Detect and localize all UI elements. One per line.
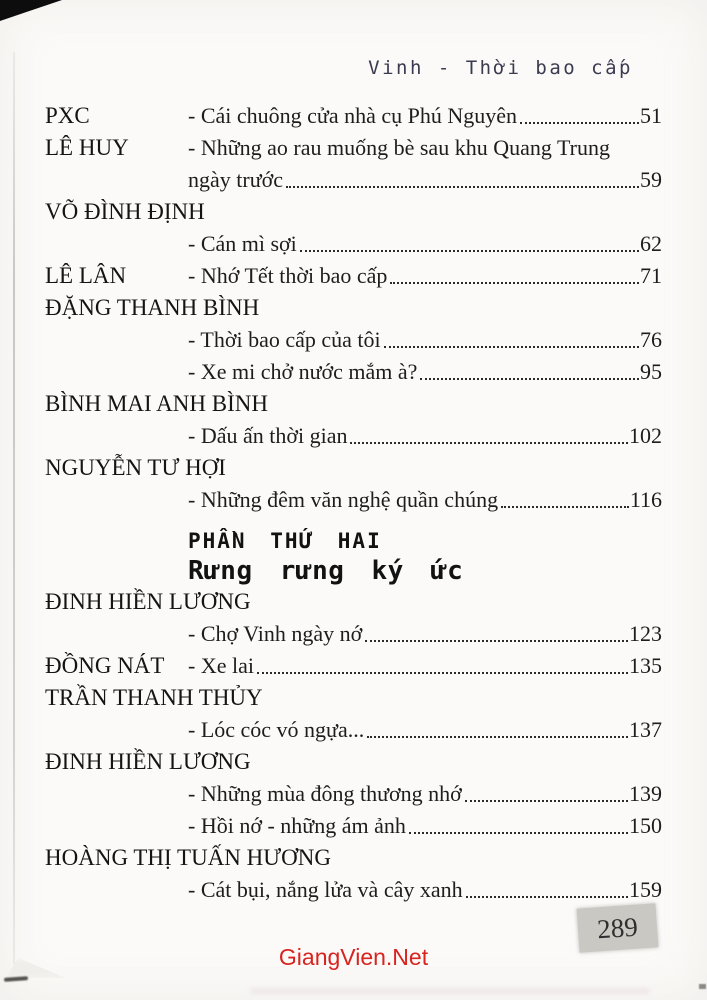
entry-title: ngày trước bbox=[188, 167, 284, 192]
table-of-contents bbox=[45, 100, 662, 906]
section-heading-part: PHẦN THỨ HAI bbox=[188, 529, 382, 553]
watermark: GiangVien.Net bbox=[278, 944, 429, 970]
entry-page-number: 150 bbox=[629, 813, 662, 838]
toc-author-row bbox=[45, 292, 662, 324]
entry-title: - Dấu ấn thời gian bbox=[188, 423, 348, 448]
dotted-leader bbox=[420, 378, 639, 380]
entry-title: - Chợ Vinh ngày nớ bbox=[188, 621, 363, 646]
entry-title: - Những đêm văn nghệ quần chúng bbox=[188, 487, 499, 512]
toc-author-row bbox=[45, 842, 662, 874]
toc-entry-row bbox=[45, 650, 662, 682]
dotted-leader bbox=[286, 186, 639, 188]
entry-title: - Xe mi chở nước mắm à? bbox=[188, 359, 418, 384]
author-name: ĐINH HIỀN LƯƠNG bbox=[45, 589, 251, 614]
dotted-leader bbox=[465, 800, 628, 802]
entry-title: - Cán mì sợi bbox=[188, 231, 297, 256]
entry-page-number: 76 bbox=[640, 327, 662, 352]
toc-entry-row bbox=[45, 100, 662, 132]
section-heading bbox=[188, 526, 662, 586]
toc-entry-row bbox=[188, 228, 662, 260]
entry-page-number: 123 bbox=[629, 621, 662, 646]
toc-author-row bbox=[45, 682, 662, 714]
dotted-leader bbox=[409, 832, 628, 834]
entry-page-number: 95 bbox=[640, 359, 662, 384]
author-name: LÊ HUY bbox=[45, 135, 129, 160]
section-heading-title: Rưng rưng ký ức bbox=[188, 556, 464, 586]
entry-page-number: 135 bbox=[629, 653, 662, 678]
author-name: HOÀNG THỊ TUẤN HƯƠNG bbox=[45, 845, 331, 870]
toc-author-row bbox=[45, 746, 662, 778]
entry-page-number: 51 bbox=[640, 103, 662, 128]
author-name: ĐỒNG NÁT bbox=[45, 653, 165, 678]
entry-page-number: 116 bbox=[629, 487, 662, 512]
dotted-leader bbox=[300, 250, 639, 252]
author-name: PXC bbox=[45, 103, 90, 128]
toc-entry-row bbox=[188, 778, 662, 810]
entry-title: - Những ao rau muống bè sau khu Quang Trung bbox=[188, 135, 610, 160]
entry-title: - Nhớ Tết thời bao cấp bbox=[188, 263, 388, 288]
scan-smudge bbox=[250, 988, 650, 994]
author-name: VÕ ĐÌNH ĐỊNH bbox=[45, 199, 205, 224]
toc-entry-row bbox=[188, 874, 662, 906]
dotted-leader bbox=[367, 736, 628, 738]
scan-edge-line bbox=[13, 52, 15, 964]
entry-page-number: 137 bbox=[629, 717, 662, 742]
toc-entry-row bbox=[188, 810, 662, 842]
entry-page-number: 102 bbox=[629, 423, 662, 448]
toc-author-row bbox=[45, 452, 662, 484]
scan-smudge bbox=[699, 984, 706, 989]
dotted-leader bbox=[257, 672, 628, 674]
dotted-leader bbox=[501, 506, 629, 508]
author-name: BÌNH MAI ANH BÌNH bbox=[45, 391, 268, 416]
dotted-leader bbox=[384, 346, 639, 348]
toc-author-row bbox=[45, 586, 662, 618]
entry-page-number: 139 bbox=[629, 781, 662, 806]
page-corner-fold bbox=[0, 0, 62, 21]
toc-entry-row bbox=[188, 484, 662, 516]
dotted-leader bbox=[350, 442, 628, 444]
entry-title: - Lóc cóc vó ngựa... bbox=[188, 717, 365, 742]
dotted-leader bbox=[390, 282, 639, 284]
toc-entry-row bbox=[188, 356, 662, 388]
toc-entry-row bbox=[188, 618, 662, 650]
entry-title: - Những mùa đông thương nhớ bbox=[188, 781, 462, 806]
entry-title: - Hồi nớ - những ám ảnh bbox=[188, 813, 406, 838]
toc-entry-row bbox=[45, 260, 662, 292]
entry-page-number: 71 bbox=[640, 263, 662, 288]
page-number: 289 bbox=[596, 911, 639, 944]
dotted-leader bbox=[466, 896, 628, 898]
author-name: LÊ LÂN bbox=[45, 263, 127, 288]
entry-page-number: 62 bbox=[640, 231, 662, 256]
author-name: ĐINH HIỀN LƯƠNG bbox=[45, 749, 251, 774]
dotted-leader bbox=[520, 122, 639, 124]
dotted-leader bbox=[365, 640, 628, 642]
running-header: Vinh - Thời bao cấp bbox=[368, 57, 633, 79]
toc-author-row bbox=[45, 196, 662, 228]
toc-author-row bbox=[45, 388, 662, 420]
toc-entry-row bbox=[45, 132, 662, 164]
entry-page-number: 159 bbox=[629, 877, 662, 902]
entry-title: - Cát bụi, nắng lửa và cây xanh bbox=[188, 877, 463, 902]
toc-entry-row bbox=[188, 420, 662, 452]
toc-entry-row bbox=[188, 324, 662, 356]
entry-title: - Cái chuông cửa nhà cụ Phú Nguyên bbox=[188, 103, 518, 128]
scan-smudge bbox=[4, 976, 28, 982]
toc-entry-row bbox=[188, 164, 662, 196]
author-name: NGUYỄN TƯ HỢI bbox=[45, 455, 226, 480]
author-name: TRẦN THANH THỦY bbox=[45, 685, 263, 710]
entry-title: - Xe lai bbox=[188, 653, 254, 678]
entry-page-number: 59 bbox=[640, 167, 662, 192]
toc-entry-row bbox=[188, 714, 662, 746]
author-name: ĐẶNG THANH BÌNH bbox=[45, 295, 260, 320]
entry-title: - Thời bao cấp của tôi bbox=[188, 327, 381, 352]
